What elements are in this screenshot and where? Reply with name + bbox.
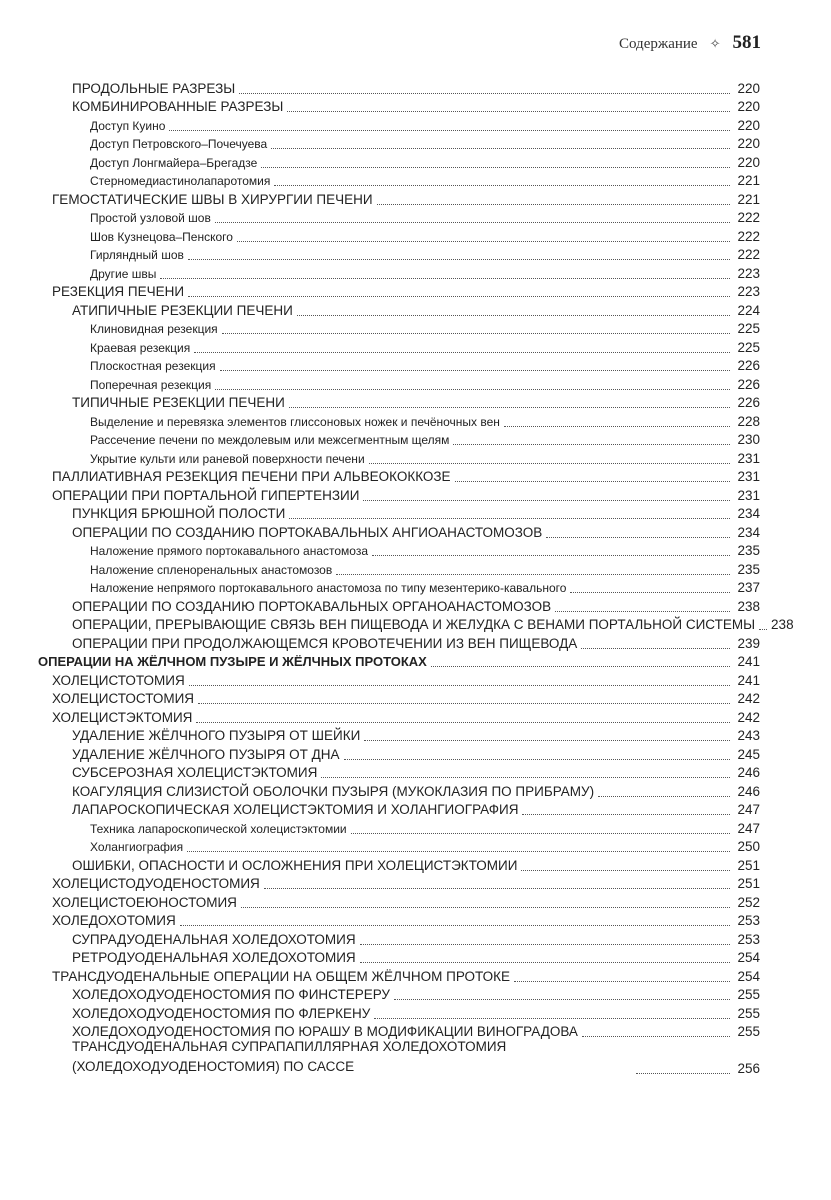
toc-entry-page: 226	[737, 395, 760, 410]
dot-leader	[521, 870, 730, 871]
dot-leader	[369, 463, 730, 464]
dot-leader	[344, 759, 730, 760]
toc-entry-page: 243	[737, 728, 760, 743]
toc-entry-page: 220	[737, 99, 760, 114]
toc-entry-title: ОШИБКИ, ОПАСНОСТИ И ОСЛОЖНЕНИЯ ПРИ ХОЛЕЦИСТЭКТОМИИ	[72, 857, 518, 873]
toc-entry-page: 238	[771, 617, 794, 632]
toc-entry[interactable]	[38, 152, 760, 171]
toc-entry[interactable]	[38, 837, 760, 856]
toc-entry[interactable]	[38, 430, 760, 449]
dot-leader	[581, 648, 730, 649]
toc-entry[interactable]	[38, 319, 760, 338]
toc-entry-page: 251	[737, 876, 760, 891]
dot-leader	[180, 925, 730, 926]
toc-entry-title: ГЕМОСТАТИЧЕСКИЕ ШВЫ В ХИРУРГИИ ПЕЧЕНИ	[52, 191, 373, 207]
toc-entry[interactable]	[38, 1040, 760, 1077]
toc-entry-page: 237	[737, 580, 760, 595]
toc-entry-title: ОПЕРАЦИИ, ПРЕРЫВАЮЩИЕ СВЯЗЬ ВЕН ПИЩЕВОДА И ЖЕЛУДКА С ВЕНАМИ ПОРТАЛЬНОЙ СИСТЕМЫ	[72, 617, 756, 632]
toc-entry[interactable]	[38, 78, 760, 97]
toc-entry-title: Гирляндный шов	[90, 248, 184, 262]
toc-entry[interactable]	[38, 874, 760, 893]
toc-entry-page: 253	[737, 931, 760, 947]
toc-entry[interactable]	[38, 800, 760, 819]
toc-entry-title: Наложение спленоренальных анастомозов	[90, 562, 333, 577]
toc-entry[interactable]	[38, 448, 760, 467]
dot-leader	[237, 241, 730, 242]
toc-entry-page: 247	[737, 802, 760, 817]
toc-entry[interactable]	[38, 559, 760, 578]
toc-entry-page: 226	[737, 376, 760, 392]
toc-entry-title: Доступ Лонгмайера–Брегадзе	[90, 155, 258, 170]
dot-leader	[455, 481, 730, 482]
toc-entry-title: Доступ Куино	[90, 118, 166, 133]
toc-entry-page: 220	[737, 154, 760, 170]
toc-entry-page: 220	[737, 117, 760, 133]
toc-entry-page: 254	[737, 968, 760, 984]
toc-entry-title: ПАЛЛИАТИВНАЯ РЕЗЕКЦИЯ ПЕЧЕНИ ПРИ АЛЬВЕОКОККОЗЕ	[52, 469, 451, 484]
toc-entry-title: КОАГУЛЯЦИЯ СЛИЗИСТОЙ ОБОЛОЧКИ ПУЗЫРЯ (МУКОКЛАЗИЯ ПО ПРИБРАМУ)	[72, 783, 595, 799]
toc-entry-title: ХОЛЕЦИСТОДУОДЕНОСТОМИЯ	[52, 876, 260, 891]
dot-leader	[431, 666, 730, 667]
dot-leader	[336, 574, 730, 575]
toc-entry-page: 231	[737, 469, 760, 484]
dot-leader	[546, 537, 730, 538]
toc-entry-page: 231	[737, 487, 760, 503]
toc-entry-page: 235	[737, 561, 760, 577]
toc-entry-page: 255	[737, 987, 760, 1002]
dot-leader	[287, 111, 730, 112]
diamond-ornament-icon: ✧	[709, 36, 721, 51]
toc-entry-title: ХОЛЕДОХОДУОДЕНОСТОМИЯ ПО ФЛЕРКЕНУ	[72, 1005, 371, 1021]
dot-leader	[241, 907, 730, 908]
toc-entry[interactable]	[38, 504, 760, 523]
dot-leader	[274, 185, 730, 186]
toc-entry-title: ОПЕРАЦИИ ПО СОЗДАНИЮ ПОРТОКАВАЛЬНЫХ ОРГАНОАНАСТОМОЗОВ	[72, 598, 552, 614]
toc-entry-page: 220	[737, 80, 760, 96]
toc-entry-page: 223	[737, 265, 760, 281]
toc-entry[interactable]	[38, 485, 760, 504]
toc-entry[interactable]	[38, 892, 760, 911]
toc-entry-title: СУПРАДУОДЕНАЛЬНАЯ ХОЛЕДОХОТОМИЯ	[72, 931, 356, 947]
toc-entry[interactable]	[38, 97, 760, 116]
toc-entry-title: АТИПИЧНЫЕ РЕЗЕКЦИИ ПЕЧЕНИ	[72, 302, 293, 318]
toc-entry-page: 252	[737, 894, 760, 910]
toc-entry-title: ТРАНСДУОДЕНАЛЬНЫЕ ОПЕРАЦИИ НА ОБЩЕМ ЖЁЛЧНОМ ПРОТОКЕ	[52, 968, 511, 984]
toc-entry[interactable]	[38, 596, 760, 615]
toc-entry[interactable]	[38, 985, 760, 1004]
toc-entry-page: 255	[737, 1024, 760, 1039]
toc-entry[interactable]	[38, 633, 760, 652]
toc-entry-title: ХОЛЕЦИСТОЕЮНОСТОМИЯ	[52, 894, 237, 910]
toc-entry-page: 235	[737, 543, 760, 558]
toc-entry[interactable]	[38, 615, 794, 634]
toc-entry-title: Стерномедиастинолапаротомия	[90, 174, 271, 188]
toc-entry-page: 247	[737, 820, 760, 836]
toc-entry-page: 230	[737, 432, 760, 447]
toc-entry[interactable]	[38, 652, 760, 671]
toc-entry[interactable]	[38, 541, 760, 560]
toc-entry[interactable]	[38, 245, 760, 264]
dot-leader	[522, 814, 730, 815]
dot-leader	[514, 981, 730, 982]
toc-entry-title: КОМБИНИРОВАННЫЕ РАЗРЕЗЫ	[72, 99, 284, 114]
dot-leader	[372, 555, 730, 556]
toc-entry-page: 226	[737, 358, 760, 373]
toc-entry[interactable]	[38, 966, 760, 985]
toc-entry-title: Холангиография	[90, 840, 184, 854]
dot-leader	[364, 740, 730, 741]
toc-entry-page: 239	[737, 635, 760, 651]
toc-entry[interactable]	[38, 411, 760, 430]
toc-entry-title: Доступ Петровского–Почечуева	[90, 137, 268, 151]
dot-leader	[160, 278, 730, 279]
toc-entry-title: ОПЕРАЦИИ НА ЖЁЛЧНОМ ПУЗЫРЕ И ЖЁЛЧНЫХ ПРОТОКАХ	[38, 654, 427, 669]
toc-entry-title: Наложение прямого портокавального анастомоза	[90, 544, 369, 558]
toc-entry[interactable]	[38, 911, 760, 930]
toc-entry[interactable]	[38, 171, 760, 190]
dot-leader	[363, 500, 730, 501]
dot-leader	[222, 333, 730, 334]
page-header	[619, 32, 761, 54]
dot-leader	[394, 999, 730, 1000]
toc-entry-title: ХОЛЕДОХОТОМИЯ	[52, 913, 176, 928]
toc-entry-page: 246	[737, 765, 760, 780]
toc-entry-title: Краевая резекция	[90, 340, 191, 355]
toc-entry-page: 222	[737, 247, 760, 262]
dot-leader	[215, 222, 730, 223]
page-number: 581	[732, 32, 761, 53]
toc-entry[interactable]	[38, 818, 760, 837]
toc-entry-page: 220	[737, 136, 760, 151]
toc-entry[interactable]	[38, 300, 760, 319]
toc-entry-page: 250	[737, 839, 760, 854]
toc-entry-page: 241	[737, 672, 760, 688]
toc-entry[interactable]	[38, 726, 760, 745]
toc-entry-page: 221	[737, 173, 760, 188]
toc-entry-page: 225	[737, 339, 760, 355]
dot-leader	[189, 685, 730, 686]
dot-leader	[598, 796, 730, 797]
toc-entry-title: РЕЗЕКЦИЯ ПЕЧЕНИ	[52, 284, 185, 299]
toc-entry[interactable]	[38, 763, 760, 782]
dot-leader	[271, 148, 730, 149]
toc-entry-title: РЕТРОДУОДЕНАЛЬНАЯ ХОЛЕДОХОТОМИЯ	[72, 950, 356, 965]
toc-entry-title: ТРАНСДУОДЕНАЛЬНАЯ СУПРАПАПИЛЛЯРНАЯ ХОЛЕДОХОТОМИЯ (ХОЛЕДОХОДУОДЕНОСТОМИЯ) ПО САССЕ	[72, 1039, 507, 1074]
toc-entry-page: 234	[737, 524, 760, 540]
toc-entry-page: 221	[737, 191, 760, 207]
toc-entry[interactable]	[38, 356, 760, 375]
toc-entry[interactable]	[38, 522, 760, 541]
toc-entry-title: ХОЛЕЦИСТОТОМИЯ	[52, 672, 185, 688]
toc-entry-page: 256	[737, 1061, 760, 1076]
dot-leader	[261, 167, 730, 168]
dot-leader	[759, 629, 767, 630]
toc-entry-page: 251	[737, 857, 760, 873]
dot-leader	[198, 703, 730, 704]
toc-entry-title: Поперечная резекция	[90, 377, 212, 392]
toc-entry-page: 231	[737, 450, 760, 466]
toc-entry[interactable]	[38, 208, 760, 227]
toc-entry[interactable]	[38, 115, 760, 134]
toc-entry-title: ОПЕРАЦИИ ПРИ ПОРТАЛЬНОЙ ГИПЕРТЕНЗИИ	[52, 487, 360, 503]
dot-leader	[289, 518, 730, 519]
toc-entry[interactable]	[38, 578, 760, 597]
toc-entry-title: Укрытие культи или раневой поверхности печени	[90, 451, 365, 466]
toc-entry-page: 254	[737, 950, 760, 965]
toc-entry-page: 224	[737, 302, 760, 318]
toc-entry[interactable]	[38, 263, 760, 282]
dot-leader	[187, 851, 730, 852]
toc-entry[interactable]	[38, 393, 760, 412]
toc-entry-title: ПУНКЦИЯ БРЮШНОЙ ПОЛОСТИ	[72, 506, 286, 521]
toc-entry-page: 225	[737, 321, 760, 336]
toc-entry-page: 241	[737, 654, 760, 669]
dot-leader	[374, 1018, 730, 1019]
toc-entry-page: 242	[737, 709, 760, 725]
toc-entry[interactable]	[38, 855, 760, 874]
toc-entry-title: ХОЛЕДОХОДУОДЕНОСТОМИЯ ПО ЮРАШУ В МОДИФИКАЦИИ ВИНОГРАДОВА	[72, 1024, 578, 1039]
toc-entry-title: Клиновидная резекция	[90, 322, 218, 336]
section-title: Содержание	[618, 36, 698, 52]
toc-entry-page: 222	[737, 228, 760, 244]
toc-entry[interactable]	[38, 467, 760, 486]
toc-entry[interactable]	[38, 134, 760, 153]
toc-entry-title: ХОЛЕЦИСТЭКТОМИЯ	[52, 709, 193, 725]
toc-entry[interactable]	[38, 689, 760, 708]
dot-leader	[194, 352, 730, 353]
dot-leader	[215, 389, 730, 390]
dot-leader	[169, 130, 730, 131]
dot-leader	[360, 944, 730, 945]
toc-entry-title: ХОЛЕЦИСТОСТОМИЯ	[52, 691, 195, 706]
toc-entry-title: Техника лапароскопической холецистэктомии	[90, 821, 347, 836]
table-of-contents	[38, 78, 794, 1077]
toc-entry-title: ЛАПАРОСКОПИЧЕСКАЯ ХОЛЕЦИСТЭКТОМИЯ И ХОЛАНГИОГРАФИЯ	[72, 802, 519, 817]
dot-leader	[570, 592, 730, 593]
dot-leader	[351, 833, 730, 834]
dot-leader	[377, 204, 730, 205]
toc-entry-title: Наложение непрямого портокавального анастомоза по типу мезентерико-кавального	[90, 581, 567, 595]
toc-entry-page: 222	[737, 210, 760, 225]
toc-entry-title: Шов Кузнецова–Пенского	[90, 229, 233, 244]
dot-leader	[188, 259, 730, 260]
toc-entry-page: 234	[737, 506, 760, 521]
dot-leader	[289, 407, 730, 408]
dot-leader	[264, 888, 730, 889]
toc-entry[interactable]	[38, 189, 760, 208]
dot-leader	[636, 1073, 730, 1074]
toc-entry-page: 255	[737, 1005, 760, 1021]
toc-entry[interactable]	[38, 781, 760, 800]
toc-entry-page: 238	[737, 598, 760, 614]
toc-entry[interactable]	[38, 948, 760, 967]
toc-entry[interactable]	[38, 707, 760, 726]
dot-leader	[188, 296, 730, 297]
toc-entry-page: 245	[737, 746, 760, 762]
toc-entry-title: Другие швы	[90, 266, 157, 281]
toc-entry-title: ТИПИЧНЫЕ РЕЗЕКЦИИ ПЕЧЕНИ	[72, 395, 285, 410]
toc-entry[interactable]	[38, 670, 760, 689]
toc-entry-page: 246	[737, 783, 760, 799]
toc-entry-title: ОПЕРАЦИИ ПРИ ПРОДОЛЖАЮЩЕМСЯ КРОВОТЕЧЕНИИ ИЗ ВЕН ПИЩЕВОДА	[72, 635, 578, 651]
toc-entry-page: 228	[737, 413, 760, 429]
toc-entry-page: 242	[737, 691, 760, 706]
toc-entry[interactable]	[38, 226, 760, 245]
toc-entry-title: УДАЛЕНИЕ ЖЁЛЧНОГО ПУЗЫРЯ ОТ ДНА	[72, 746, 340, 762]
toc-entry-title: Выделение и перевязка элементов глиссоновых ножек и печёночных вен	[90, 414, 500, 429]
toc-entry-title: Простой узловой шов	[90, 211, 211, 225]
dot-leader	[504, 426, 730, 427]
toc-entry-title: ПРОДОЛЬНЫЕ РАЗРЕЗЫ	[72, 80, 236, 96]
toc-entry-title: Плоскостная резекция	[90, 359, 216, 373]
toc-entry-title: Рассечение печени по междолевым или межсегментным щелям	[90, 433, 450, 447]
dot-leader	[321, 777, 730, 778]
toc-entry[interactable]	[38, 1003, 760, 1022]
toc-entry[interactable]	[38, 337, 760, 356]
toc-entry-page: 223	[737, 284, 760, 299]
toc-entry-page: 253	[737, 913, 760, 928]
dot-leader	[555, 611, 730, 612]
toc-entry-title: ХОЛЕДОХОДУОДЕНОСТОМИЯ ПО ФИНСТЕРЕРУ	[72, 987, 390, 1002]
dot-leader	[220, 370, 730, 371]
dot-leader	[297, 315, 730, 316]
toc-entry-title: ОПЕРАЦИИ ПО СОЗДАНИЮ ПОРТОКАВАЛЬНЫХ АНГИОАНАСТОМОЗОВ	[72, 524, 543, 540]
toc-entry[interactable]	[38, 282, 760, 301]
toc-entry[interactable]	[38, 744, 760, 763]
dot-leader	[360, 962, 730, 963]
dot-leader	[239, 93, 730, 94]
dot-leader	[453, 444, 730, 445]
toc-entry-title: УДАЛЕНИЕ ЖЁЛЧНОГО ПУЗЫРЯ ОТ ШЕЙКИ	[72, 728, 361, 743]
dot-leader	[196, 722, 730, 723]
toc-entry[interactable]	[38, 374, 760, 393]
toc-entry[interactable]	[38, 929, 760, 948]
toc-entry-title: СУБСЕРОЗНАЯ ХОЛЕЦИСТЭКТОМИЯ	[72, 765, 318, 780]
